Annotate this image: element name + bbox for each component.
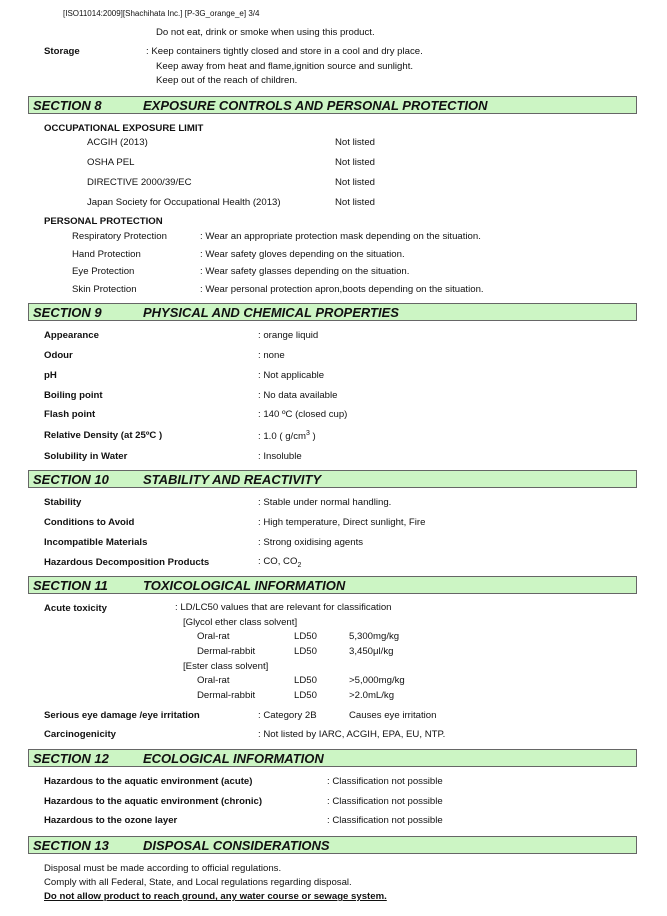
- solvent-heading: [Ester class solvent]: [183, 661, 269, 672]
- density-value: : 1.0 ( $g/cm^3$ ): [258, 429, 316, 442]
- tox-type: LD50: [294, 631, 317, 642]
- eco-value: : Classification not possible: [327, 796, 443, 807]
- section-13-header: [28, 836, 637, 854]
- section-number: SECTION 10: [33, 472, 109, 487]
- tox-value: >5,000mg/kg: [349, 675, 405, 686]
- property-label: Boiling point: [44, 390, 103, 401]
- section-title: DISPOSAL CONSIDERATIONS: [143, 838, 330, 853]
- section-title: TOXICOLOGICAL INFORMATION: [143, 578, 346, 593]
- disposal-warning: Do not allow product to reach ground, any water course or sewage system.: [44, 891, 387, 902]
- section-title: ECOLOGICAL INFORMATION: [143, 751, 324, 766]
- property-label: pH: [44, 370, 57, 381]
- document-header: [ISO11014:2009][Shachihata Inc.] [P-3G_orange_e] 3/4: [63, 9, 260, 18]
- eco-label: Hazardous to the aquatic environment (acute): [44, 776, 253, 787]
- eco-label: Hazardous to the aquatic environment (chronic): [44, 796, 263, 807]
- oel-value: Not listed: [335, 157, 375, 168]
- eye-label: Serious eye damage /eye irritation: [44, 710, 200, 721]
- disposal-line: Comply with all Federal, State, and Local regulations regarding disposal.: [44, 877, 352, 888]
- section-number: SECTION 11: [33, 578, 108, 593]
- tox-value: 5,300mg/kg: [349, 631, 400, 642]
- storage-line: Keep away from heat and flame,ignition source and sunlight.: [156, 61, 414, 72]
- section-title: STABILITY AND REACTIVITY: [143, 472, 322, 487]
- stability-value: : High temperature, Direct sunlight, Fire: [258, 517, 426, 528]
- oel-value: Not listed: [335, 197, 375, 208]
- acute-label: Acute toxicity: [44, 603, 107, 614]
- section-12-header: [28, 749, 637, 767]
- pp-name: Skin Protection: [72, 284, 137, 295]
- oel-name: ACGIH (2013): [87, 137, 148, 148]
- oel-value: Not listed: [335, 177, 375, 188]
- carc-value: : Not listed by IARC, ACGIH, EPA, EU, NTP.: [258, 729, 446, 740]
- section-8-header: [28, 96, 637, 114]
- stability-label: Incompatible Materials: [44, 537, 148, 548]
- tox-route: Oral-rat: [197, 675, 230, 686]
- eco-value: : Classification not possible: [327, 776, 443, 787]
- tox-route: Dermal-rabbit: [197, 646, 256, 657]
- property-label: Flash point: [44, 409, 96, 420]
- eco-label: Hazardous to the ozone layer: [44, 815, 178, 826]
- section-number: SECTION 9: [33, 305, 102, 320]
- tox-value: >2.0mL/kg: [349, 690, 395, 701]
- oel-name: DIRECTIVE 2000/39/EC: [87, 177, 192, 188]
- pp-heading: PERSONAL PROTECTION: [44, 216, 163, 227]
- carc-label: Carcinogenicity: [44, 729, 116, 740]
- storage-line: : Keep containers tightly closed and store in a cool and dry place.: [146, 46, 423, 57]
- oel-name: Japan Society for Occupational Health (2013): [87, 197, 281, 208]
- tox-type: LD50: [294, 646, 317, 657]
- eye-value: : Category 2B: [258, 710, 317, 721]
- stability-value: : Stable under normal handling.: [258, 497, 392, 508]
- section-number: SECTION 12: [33, 751, 109, 766]
- section-number: SECTION 13: [33, 838, 109, 853]
- section-number: SECTION 8: [33, 98, 102, 113]
- storage-label: Storage: [44, 46, 80, 57]
- tox-value: 3,450μl/kg: [349, 646, 394, 657]
- solvent-heading: [Glycol ether class solvent]: [183, 617, 298, 628]
- density-label: Relative Density (at 25ºC ): [44, 430, 163, 441]
- pp-value: : Wear safety gloves depending on the situation.: [200, 249, 405, 260]
- eye-note: Causes eye irritation: [349, 710, 437, 721]
- stability-label: Conditions to Avoid: [44, 517, 135, 528]
- property-value: : Insoluble: [258, 451, 302, 462]
- handling-note: Do not eat, drink or smoke when using this product.: [156, 27, 375, 38]
- property-value: : none: [258, 350, 285, 361]
- tox-route: Oral-rat: [197, 631, 230, 642]
- section-10-header: [28, 470, 637, 488]
- stability-label: Stability: [44, 497, 82, 508]
- disposal-line: Disposal must be made according to official regulations.: [44, 863, 282, 874]
- tox-route: Dermal-rabbit: [197, 690, 256, 701]
- tox-type: LD50: [294, 675, 317, 686]
- property-label: Appearance: [44, 330, 99, 341]
- property-value: : orange liquid: [258, 330, 319, 341]
- oel-name: OSHA PEL: [87, 157, 135, 168]
- pp-name: Hand Protection: [72, 249, 141, 260]
- acute-intro: : LD/LC50 values that are relevant for classification: [175, 602, 392, 613]
- property-label: Solubility in Water: [44, 451, 128, 462]
- section-9-header: [28, 303, 637, 321]
- stability-label: Hazardous Decomposition Products: [44, 557, 210, 568]
- section-11-header: [28, 576, 637, 594]
- property-value: : No data available: [258, 390, 338, 401]
- pp-name: Respiratory Protection: [72, 231, 167, 242]
- property-label: Odour: [44, 350, 73, 361]
- property-value: : Not applicable: [258, 370, 325, 381]
- section-title: EXPOSURE CONTROLS AND PERSONAL PROTECTION: [143, 98, 488, 113]
- pp-value: : Wear safety glasses depending on the situation.: [200, 266, 410, 277]
- property-value: : 140 ºC (closed cup): [258, 409, 348, 420]
- section-title: PHYSICAL AND CHEMICAL PROPERTIES: [143, 305, 399, 320]
- stability-value: : CO, $CO_2$: [258, 556, 302, 569]
- stability-value: : Strong oxidising agents: [258, 537, 364, 548]
- tox-type: LD50: [294, 690, 317, 701]
- oel-value: Not listed: [335, 137, 375, 148]
- storage-line: Keep out of the reach of children.: [156, 75, 298, 86]
- pp-value: : Wear an appropriate protection mask depending on the situation.: [200, 231, 481, 242]
- pp-name: Eye Protection: [72, 266, 135, 277]
- oel-heading: OCCUPATIONAL EXPOSURE LIMIT: [44, 123, 204, 134]
- pp-value: : Wear personal protection apron,boots depending on the situation.: [200, 284, 484, 295]
- eco-value: : Classification not possible: [327, 815, 443, 826]
